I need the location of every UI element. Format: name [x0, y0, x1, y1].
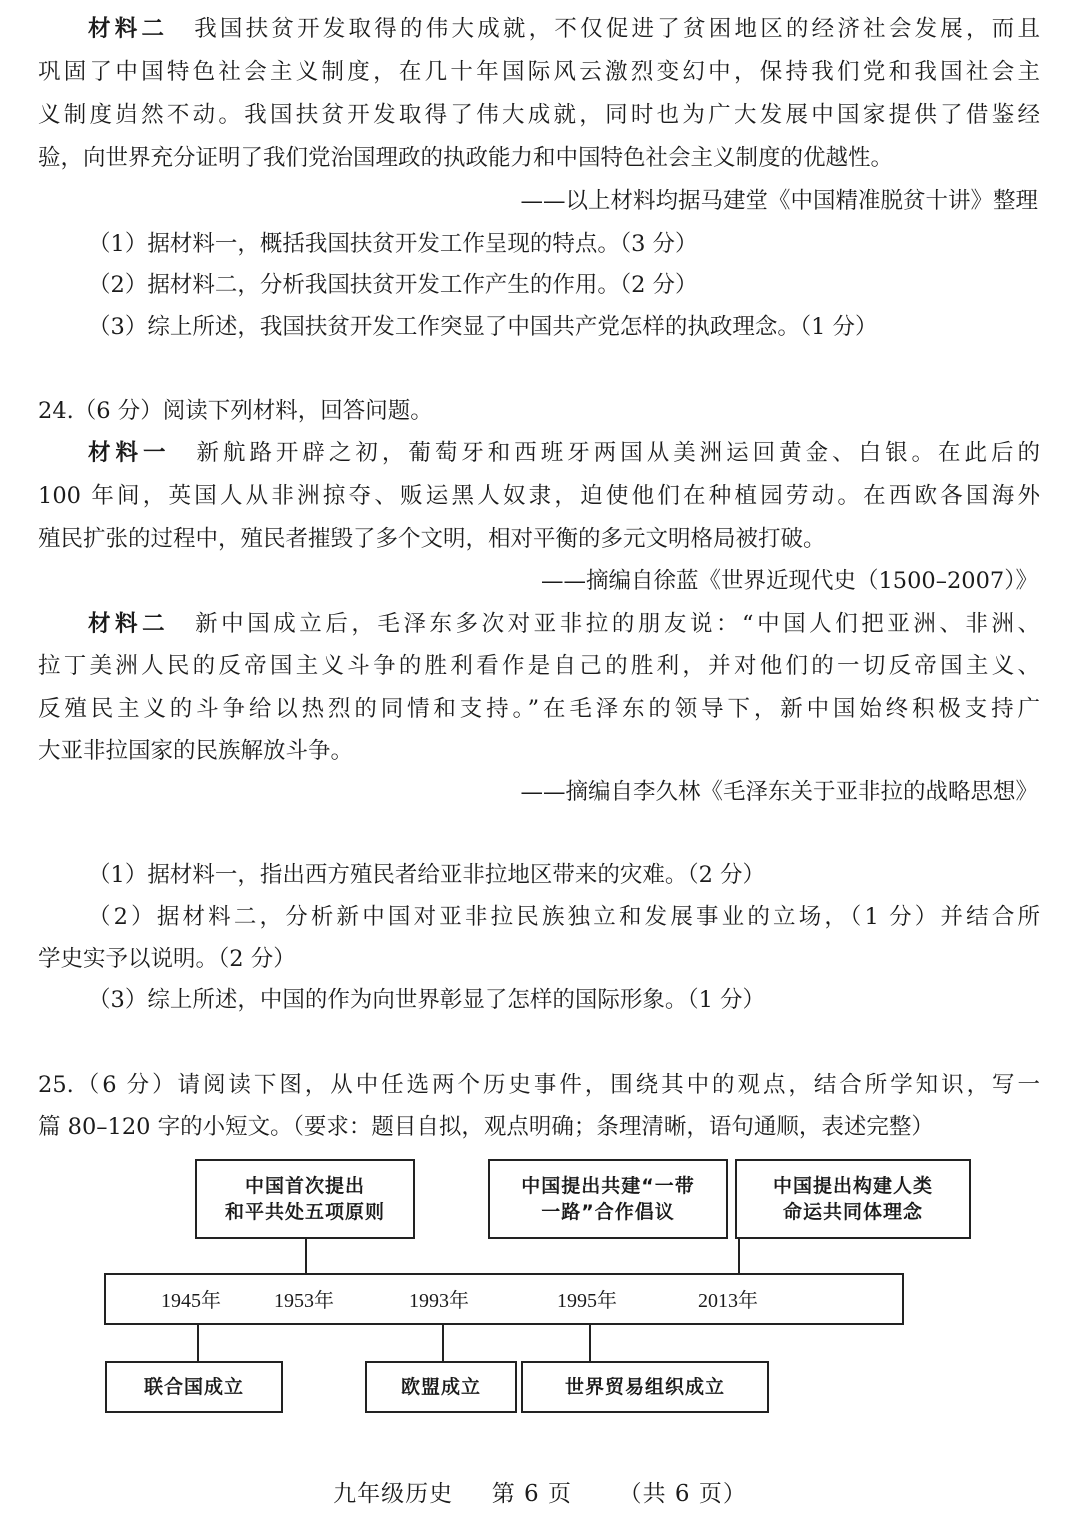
q23-material2-line1: 材料二 我国扶贫开发取得的伟大成就，不仅促进了贫困地区的经济社会发展，而且 [88, 16, 1040, 42]
q24-material2-line1: 材料二 新中国成立后，毛泽东多次对亚非拉的朋友说：“中国人们把亚洲、非洲、 [88, 611, 1040, 637]
connector-1945 [197, 1325, 199, 1361]
q23-material2-line2: 巩固了中国特色社会主义制度，在几十年国际风云激烈变幻中，保持我们党和我国社会主 [38, 59, 1040, 85]
connector-2013 [738, 1239, 740, 1274]
timeline-axis [104, 1273, 904, 1325]
event-box-wto-founded: 世界贸易组织成立 [521, 1361, 769, 1413]
year-1953: 1953年 [274, 1290, 334, 1312]
year-1993: 1993年 [409, 1290, 469, 1312]
event-box-five-principles: 中国首次提出 和平共处五项原则 [195, 1159, 415, 1239]
connector-1953 [305, 1239, 307, 1274]
q24-material2-source: ——摘编自李久林《毛泽东关于亚非拉的战略思想》 [520, 779, 1038, 805]
q24-question2: （2）据材料二，分析新中国对亚非拉民族独立和发展事业的立场，（1 分）并结合所 [88, 904, 1040, 930]
event-box-eu-founded: 欧盟成立 [365, 1361, 517, 1413]
connector-1995 [589, 1325, 591, 1361]
event-box-un-founded: 联合国成立 [105, 1361, 283, 1413]
q23-source: ——以上材料均据马建堂《中国精准脱贫十讲》整理 [520, 188, 1038, 214]
q23-material2-label: 材料二 [88, 16, 169, 42]
q23-material2-line3: 义制度岿然不动。我国扶贫开发取得了伟大成就，同时也为广大发展中国家提供了借鉴经 [38, 102, 1040, 128]
footer-page-number: 第 6 页 [491, 1481, 572, 1507]
q24-material1-line3: 殖民扩张的过程中，殖民者摧毁了多个文明，相对平衡的多元文明格局被打破。 [38, 526, 826, 552]
footer-subject: 九年级历史 [333, 1481, 454, 1507]
footer-total-pages: （共 6 页） [618, 1481, 747, 1507]
q24-question3: （3）综上所述，中国的作为向世界彰显了怎样的国际形象。（1 分） [88, 987, 766, 1013]
q24-material2-label: 材料二 [88, 611, 170, 637]
q24-question2-cont: 学史实予以说明。（2 分） [38, 946, 296, 972]
q24-material1-source: ——摘编自徐蓝《世界近现代史（1500–2007）》 [540, 568, 1038, 594]
connector-1993 [442, 1325, 444, 1361]
q24-material1-label: 材料一 [88, 440, 171, 466]
q23-question1: （1）据材料一，概括我国扶贫开发工作呈现的特点。（3 分） [88, 231, 698, 257]
q24-material1-line1: 材料一 新航路开辟之初，葡萄牙和西班牙两国从美洲运回黄金、白银。在此后的 [88, 440, 1040, 466]
event-box-community-shared-future: 中国提出构建人类 命运共同体理念 [735, 1159, 971, 1239]
event-box-belt-and-road: 中国提出共建“一带 一路”合作倡议 [488, 1159, 728, 1239]
q23-question2: （2）据材料二，分析我国扶贫开发工作产生的作用。（2 分） [88, 272, 698, 298]
q24-material2-line3: 反殖民主义的斗争给以热烈的同情和支持。”在毛泽东的领导下，新中国始终积极支持广 [38, 696, 1040, 722]
page-footer [0, 1479, 1080, 1509]
q25-line1: 25.（6 分）请阅读下图，从中任选两个历史事件，围绕其中的观点，结合所学知识，写一 [38, 1072, 1040, 1098]
q24-material1-line2: 100 年间，英国人从非洲掠夺、贩运黑人奴隶，迫使他们在种植园劳动。在西欧各国海外 [38, 483, 1040, 509]
q23-question3: （3）综上所述，我国扶贫开发工作突显了中国共产党怎样的执政理念。（1 分） [88, 314, 878, 340]
q24-question1: （1）据材料一，指出西方殖民者给亚非拉地区带来的灾难。（2 分） [88, 862, 766, 888]
year-1995: 1995年 [557, 1290, 617, 1312]
q23-material2-line4: 验，向世界充分证明了我们党治国理政的执政能力和中国特色社会主义制度的优越性。 [38, 145, 894, 171]
q24-material2-line4: 大亚非拉国家的民族解放斗争。 [38, 738, 354, 764]
year-2013: 2013年 [698, 1290, 758, 1312]
q25-line2: 篇 80–120 字的小短文。（要求：题目自拟，观点明确；条理清晰，语句通顺，表述完整） [38, 1114, 934, 1140]
q24-heading: 24.（6 分）阅读下列材料，回答问题。 [38, 398, 433, 424]
year-1945: 1945年 [161, 1290, 221, 1312]
q24-material2-line2: 拉丁美洲人民的反帝国主义斗争的胜利看作是自己的胜利，并对他们的一切反帝国主义、 [38, 653, 1040, 679]
